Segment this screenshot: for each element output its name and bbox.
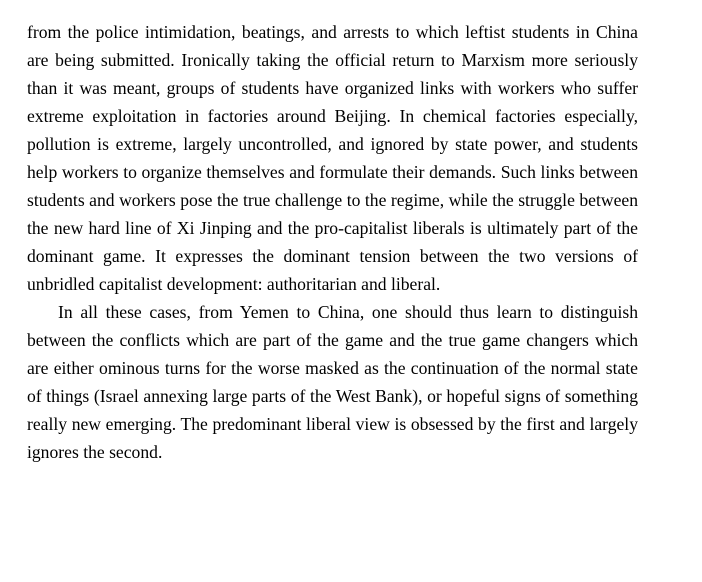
paragraph-conclusion: In all these cases, from Yemen to China, one should thus learn to distinguish between the conflicts which are part of the game and the true game changers which are either ominous turns for the worse masked as the continuation of the normal state of things (Israel annexing large parts of the West Bank), or hopeful signs of something really new emerging. The predominant liberal view is obsessed by the first and largely ignores the second. [27,302,638,462]
paragraph-continuation: from the police intimidation, beatings, and arrests to which leftist students in China are being submitted. Ironically taking the official return to Marxism more seriously than it was meant, groups of students have organized links with workers who suffer extreme exploitation in factories around Beijing. In chemical factories especially, pollution is extreme, largely uncontrolled, and ignored by state power, and students help workers to organize themselves and formulate their demands. Such links between students and workers pose the true challenge to the regime, while the struggle between the new hard line of Xi Jinping and the pro-capitalist liberals is ultimately part of the dominant game. It expresses the dominant tension between the two versions of unbridled capitalist development: authoritarian and liberal. [27,22,638,294]
document-page [27,18,638,466]
